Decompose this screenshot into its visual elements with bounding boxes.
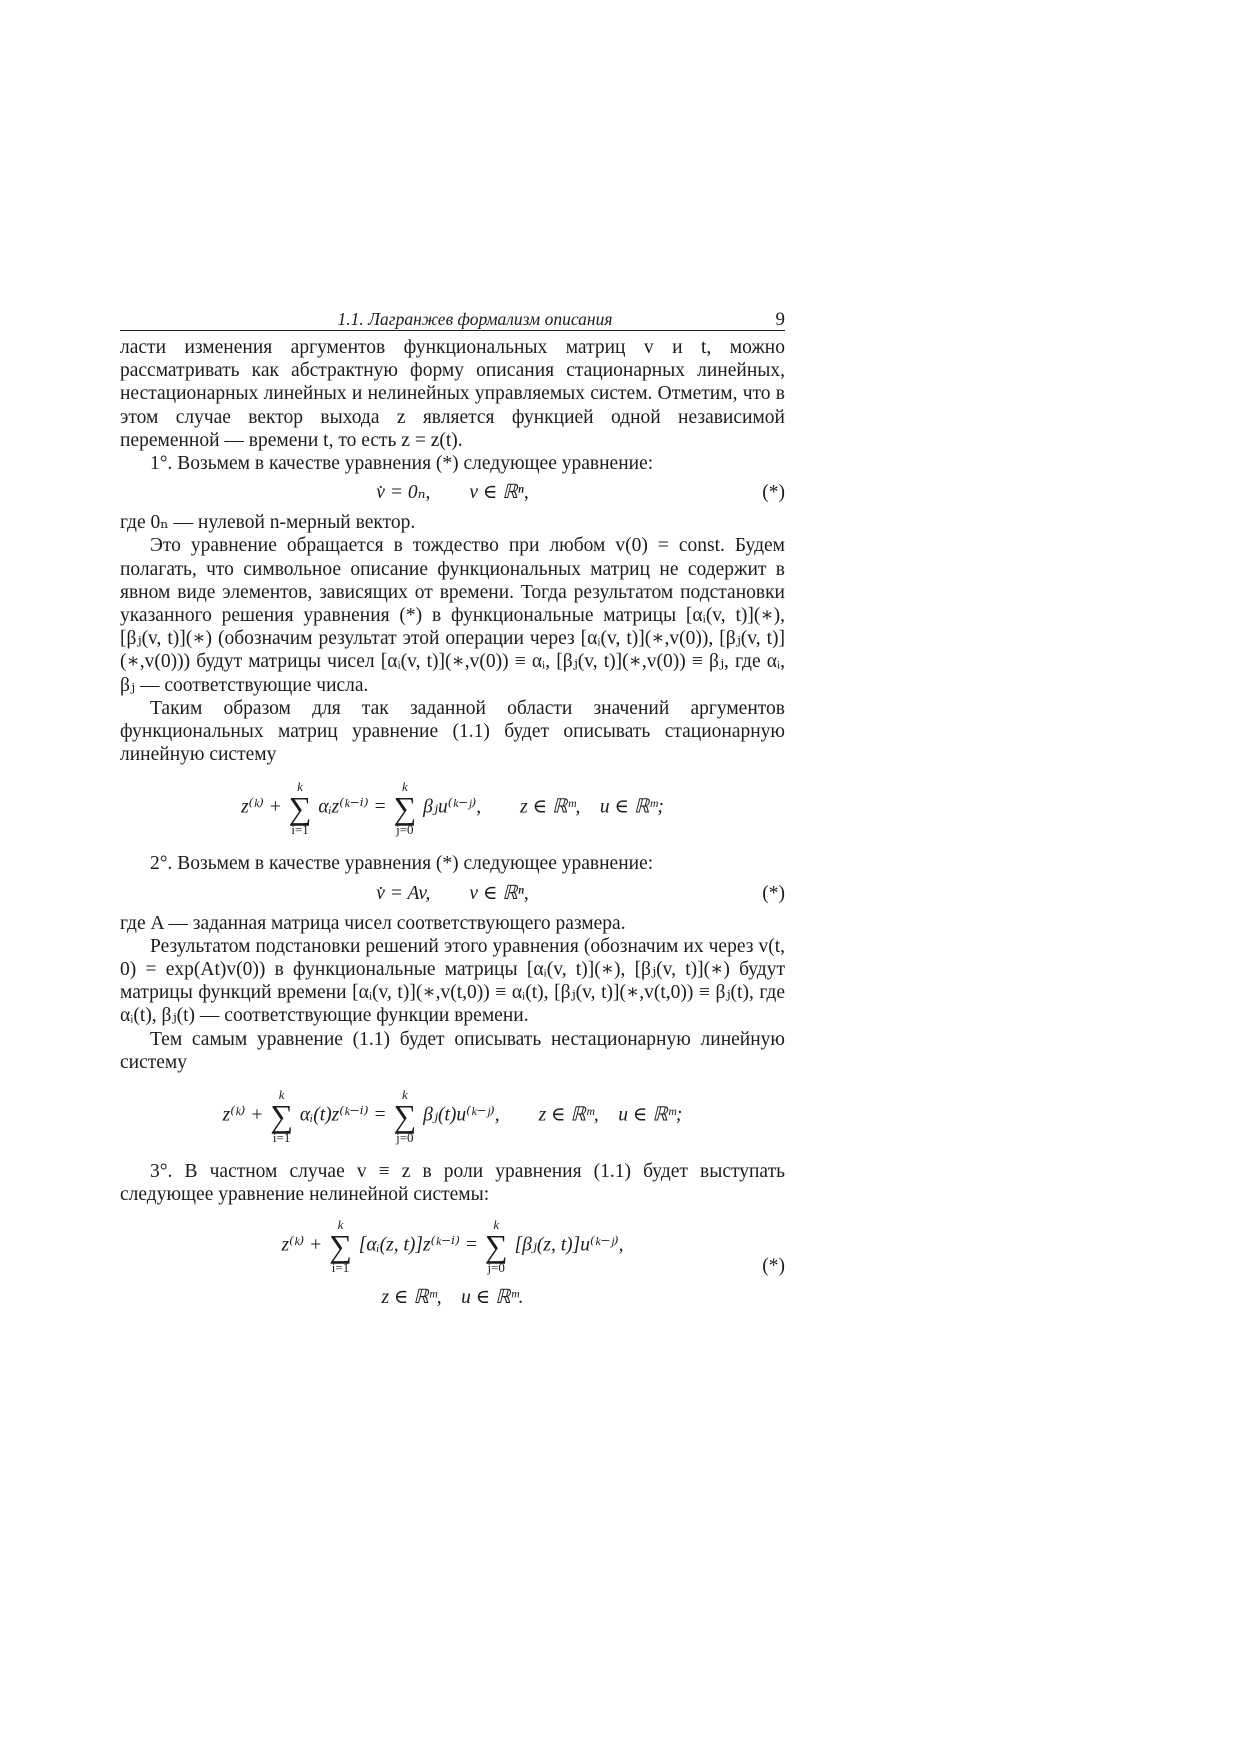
equation-2: [120, 780, 785, 842]
sum-upper-limit: k: [337, 1217, 344, 1233]
equation-5-middle: [αᵢ(z, t)]z⁽ᵏ⁻ⁱ⁾ =: [358, 1234, 478, 1256]
sum-upper-limit: k: [278, 1087, 285, 1103]
equation-5-domain: z ∈ ℝᵐ, u ∈ ℝᵐ.: [381, 1287, 524, 1309]
section-title: 1.1. Лагранжев формализм описания: [337, 309, 613, 329]
paragraph-case-2: 2°. Возьмем в качестве уравнения (*) следующее уравнение:: [150, 853, 654, 875]
equation-5-tag: (*): [762, 1255, 785, 1277]
sum-symbol: k ∑ i=1: [329, 1217, 352, 1276]
sum-upper-limit: k: [297, 779, 303, 795]
equation-2-rhs: βⱼu⁽ᵏ⁻ʲ⁾, z ∈ ℝᵐ, u ∈ ℝᵐ;: [423, 796, 664, 818]
sum-symbol: k ∑ j=0: [484, 1217, 508, 1276]
equation-1: [120, 478, 785, 508]
paragraph-substitution: Результатом подстановки решений этого уравнения (обозначим их через v(t, 0) = exp(At)v(0)) в функциональные матрицы [αᵢ(v, t)](∗), [βⱼ(v, t)](∗) будут матрицы функций времени [αᵢ(v, t)](∗,v(t,0)) ≡ αᵢ(t), [βⱼ(v, t)](∗,v(t,0)) ≡ βⱼ(t), где αᵢ(t), βⱼ(t) — соответствующие функции времени.: [120, 935, 785, 1027]
paragraph-case-3: 3°. В частном случае v ≡ z в роли уравнения (1.1) будет выступать следующее уравнение нелинейной системы:: [120, 1161, 785, 1206]
equation-2-lhs: z⁽ᵏ⁾ +: [241, 796, 282, 818]
page-number: 9: [775, 309, 785, 330]
paragraph-stationary: Таким образом для так заданной области значений аргументов функциональных матриц уравнение (1.1) будет описывать стационарную линейную систему: [120, 697, 785, 766]
equation-4-rhs: βⱼ(t)u⁽ᵏ⁻ʲ⁾, z ∈ ℝᵐ, u ∈ ℝᵐ;: [423, 1104, 683, 1126]
page-body: [120, 336, 785, 1314]
sum-symbol: k ∑ j=0: [393, 779, 417, 838]
running-header: [120, 306, 785, 331]
sum-lower-limit: i=1: [272, 1130, 291, 1146]
equation-5-lhs: z⁽ᵏ⁾ +: [281, 1234, 323, 1256]
equation-4: [120, 1088, 785, 1150]
paragraph-nonstationary: Тем самым уравнение (1.1) будет описывать нестационарную линейную систему: [120, 1028, 785, 1073]
paragraph-zero-vector: где 0ₙ — нулевой n-мерный вектор.: [120, 512, 416, 534]
sum-upper-limit: k: [401, 779, 408, 795]
sum-symbol: k ∑ j=0: [393, 1087, 417, 1146]
equation-3-body: v̇ = Av, v ∈ ℝⁿ,: [376, 882, 529, 904]
equation-1-tag: (*): [762, 482, 785, 504]
paragraph-matrix-a: где A — заданная матрица чисел соответствующего размера.: [120, 912, 626, 934]
equation-5-rhs: [βⱼ(z, t)]u⁽ᵏ⁻ʲ⁾,: [514, 1234, 624, 1256]
paragraph-identity: Это уравнение обращается в тождество при любом v(0) = const. Будем полагать, что символьное описание функциональных матриц не содержит в явном виде элементов, зависящих от времени. Тогда результатом подстановки указанного решения уравнения (*) в функциональные матрицы [αᵢ(v, t)](∗), [βⱼ(v, t)](∗) (обозначим результат этой операции через [αᵢ(v, t)](∗,v(0)), [βⱼ(v, t)](∗,v(0))) будут матрицы чисел [αᵢ(v, t)](∗,v(0)) ≡ αᵢ, [βⱼ(v, t)](∗,v(0)) ≡ βⱼ, где αᵢ, βⱼ — соответствующие числа.: [120, 535, 785, 696]
sum-symbol: k ∑ i=1: [288, 779, 312, 838]
sum-lower-limit: i=1: [331, 1260, 350, 1276]
sum-lower-limit: j=0: [396, 822, 414, 838]
equation-2-middle: αᵢz⁽ᵏ⁻ⁱ⁾ =: [318, 796, 387, 818]
equation-1-body: v̇ = 0ₙ, v ∈ ℝⁿ,: [376, 482, 529, 504]
sum-symbol: k ∑ i=1: [270, 1087, 294, 1146]
sum-upper-limit: k: [401, 1087, 408, 1103]
equation-5: [120, 1218, 785, 1314]
equation-4-lhs: z⁽ᵏ⁾ +: [222, 1104, 264, 1126]
book-page: [120, 306, 785, 1314]
sum-upper-limit: k: [493, 1217, 500, 1233]
equation-4-middle: αᵢ(t)z⁽ᵏ⁻ⁱ⁾ =: [299, 1104, 387, 1126]
paragraph-case-1: 1°. Возьмем в качестве уравнения (*) следующее уравнение:: [150, 453, 654, 475]
sum-lower-limit: i=1: [291, 822, 309, 838]
equation-3-tag: (*): [762, 882, 785, 904]
paragraph-continuation: ласти изменения аргументов функциональных матриц v и t, можно рассматривать как абстрактную форму описания стационарных линейных, нестационарных линейных и нелинейных управляемых систем. Отметим, что в этом случае вектор выхода z является функцией одной независимой переменной — времени t, то есть z = z(t).: [120, 337, 785, 451]
equation-3: [120, 879, 785, 909]
sum-lower-limit: j=0: [396, 1130, 414, 1146]
sum-lower-limit: j=0: [487, 1260, 505, 1276]
